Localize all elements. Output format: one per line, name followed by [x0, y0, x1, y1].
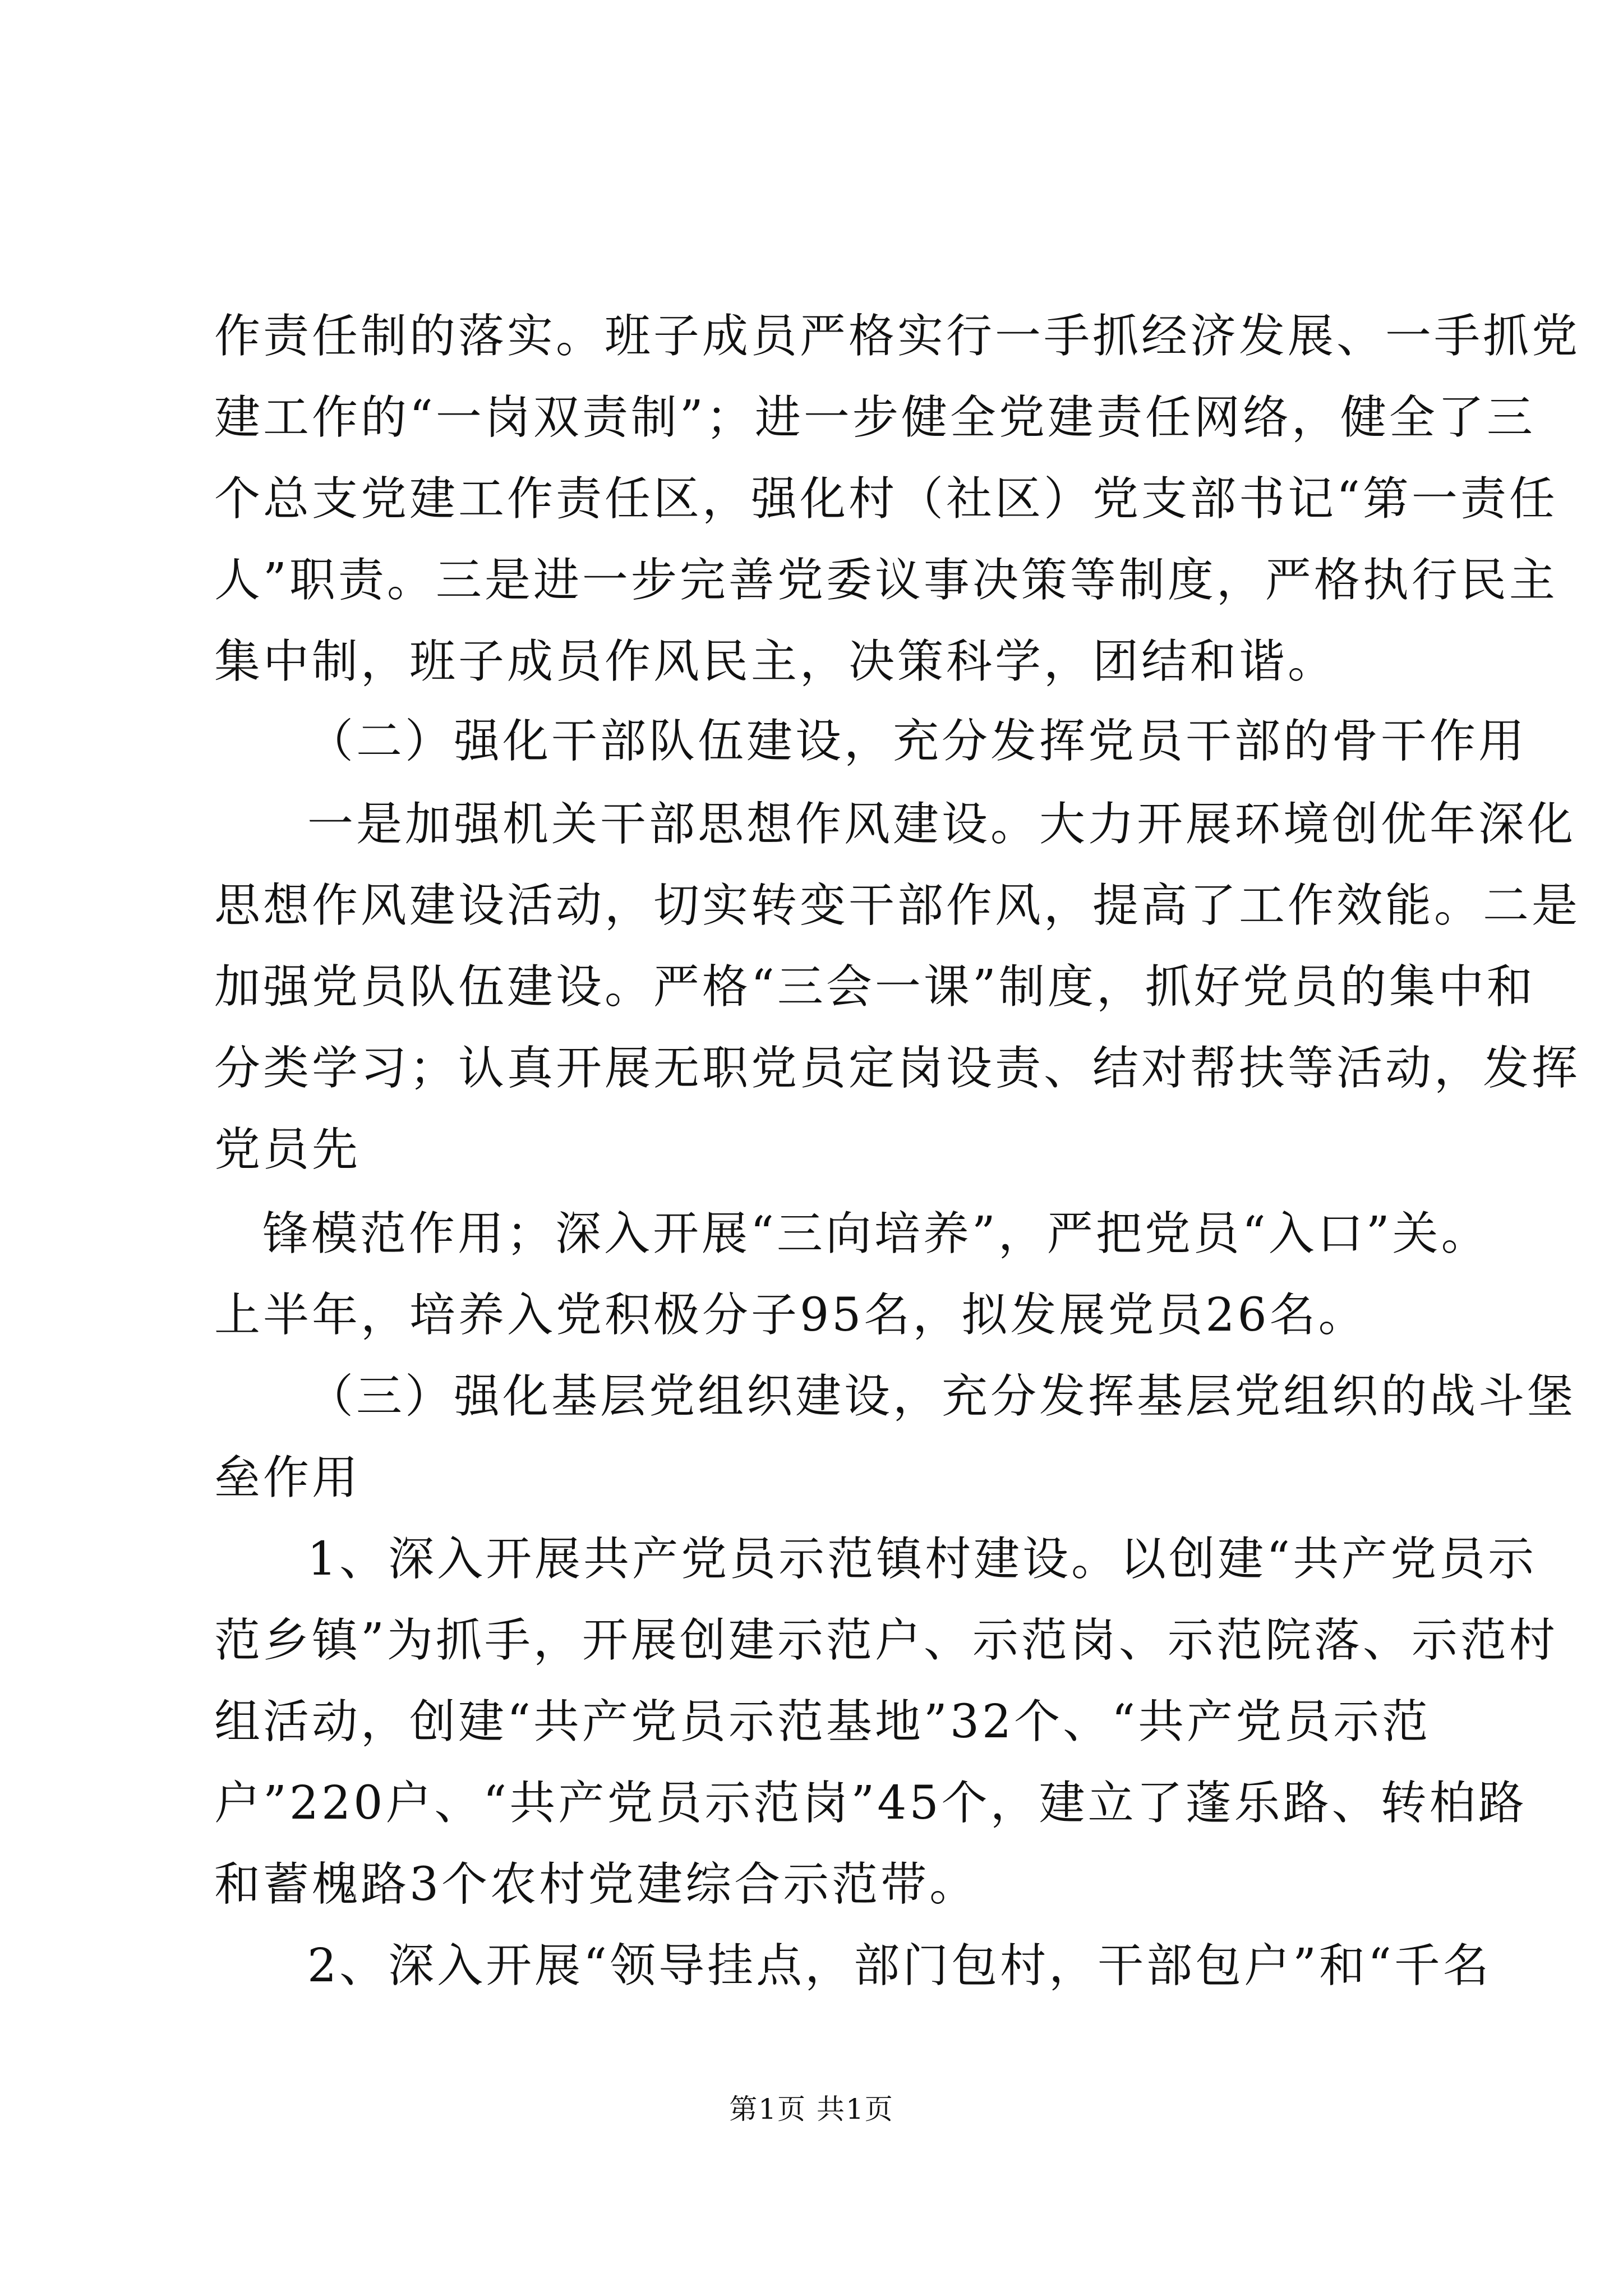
paragraph-line: 2、深入开展“领导挂点，部门包村，干部包户”和“千名 — [307, 1939, 1492, 1993]
paragraph-line: 1、深入开展共产党员示范镇村建设。以创建“共产党员示 — [307, 1533, 1537, 1586]
page-footer: 第1页 共1页 — [729, 2093, 894, 2125]
paragraph-line: 加强党员队伍建设。严格“三会一课”制度，抓好党员的集中和 — [214, 960, 1536, 1014]
paragraph-line: 组活动，创建“共产党员示范基地”32个、“共产党员示范 — [214, 1695, 1431, 1749]
paragraph-line: 集中制，班子成员作风民主，决策科学，团结和谐。 — [214, 635, 1337, 688]
section-heading: （二）强化干部队伍建设，充分发挥党员干部的骨干作用 — [307, 715, 1528, 768]
section-heading: （三）强化基层党组织建设，充分发挥基层党组织的战斗堡 — [307, 1370, 1576, 1423]
paragraph-line: 建工作的“一岗双责制”；进一步健全党建责任网络，健全了三 — [214, 391, 1536, 444]
paragraph-line: 上半年，培养入党积极分子95名，拟发展党员26名。 — [214, 1289, 1367, 1342]
paragraph-line: 分类学习；认真开展无职党员定岗设责、结对帮扶等活动，发挥 — [214, 1042, 1581, 1095]
paragraph-line: 锋模范作用；深入开展“三向培养”，严把党员“入口”关。 — [262, 1207, 1490, 1260]
paragraph-line: 一是加强机关干部思想作风建设。大力开展环境创优年深化 — [307, 798, 1576, 851]
paragraph-line: 党员先 — [214, 1123, 361, 1176]
paragraph-line: 思想作风建设活动，切实转变干部作风，提高了工作效能。二是 — [214, 879, 1581, 932]
paragraph-line: 户”220户、“共产党员示范岗”45个，建立了蓬乐路、转柏路 — [214, 1777, 1527, 1830]
paragraph-line: 和蓄槐路3个农村党建综合示范带。 — [214, 1858, 979, 1911]
paragraph-line: 范乡镇”为抓手，开展创建示范户、示范岗、示范院落、示范村 — [214, 1614, 1558, 1667]
paragraph-line: 个总支党建工作责任区，强化村（社区）党支部书记“第一责任 — [214, 472, 1558, 526]
paragraph-line: 人”职责。三是进一步完善党委议事决策等制度，严格执行民主 — [214, 554, 1558, 607]
section-heading-continued: 垒作用 — [214, 1451, 361, 1504]
paragraph-line: 作责任制的落实。班子成员严格实行一手抓经济发展、一手抓党 — [214, 310, 1581, 363]
